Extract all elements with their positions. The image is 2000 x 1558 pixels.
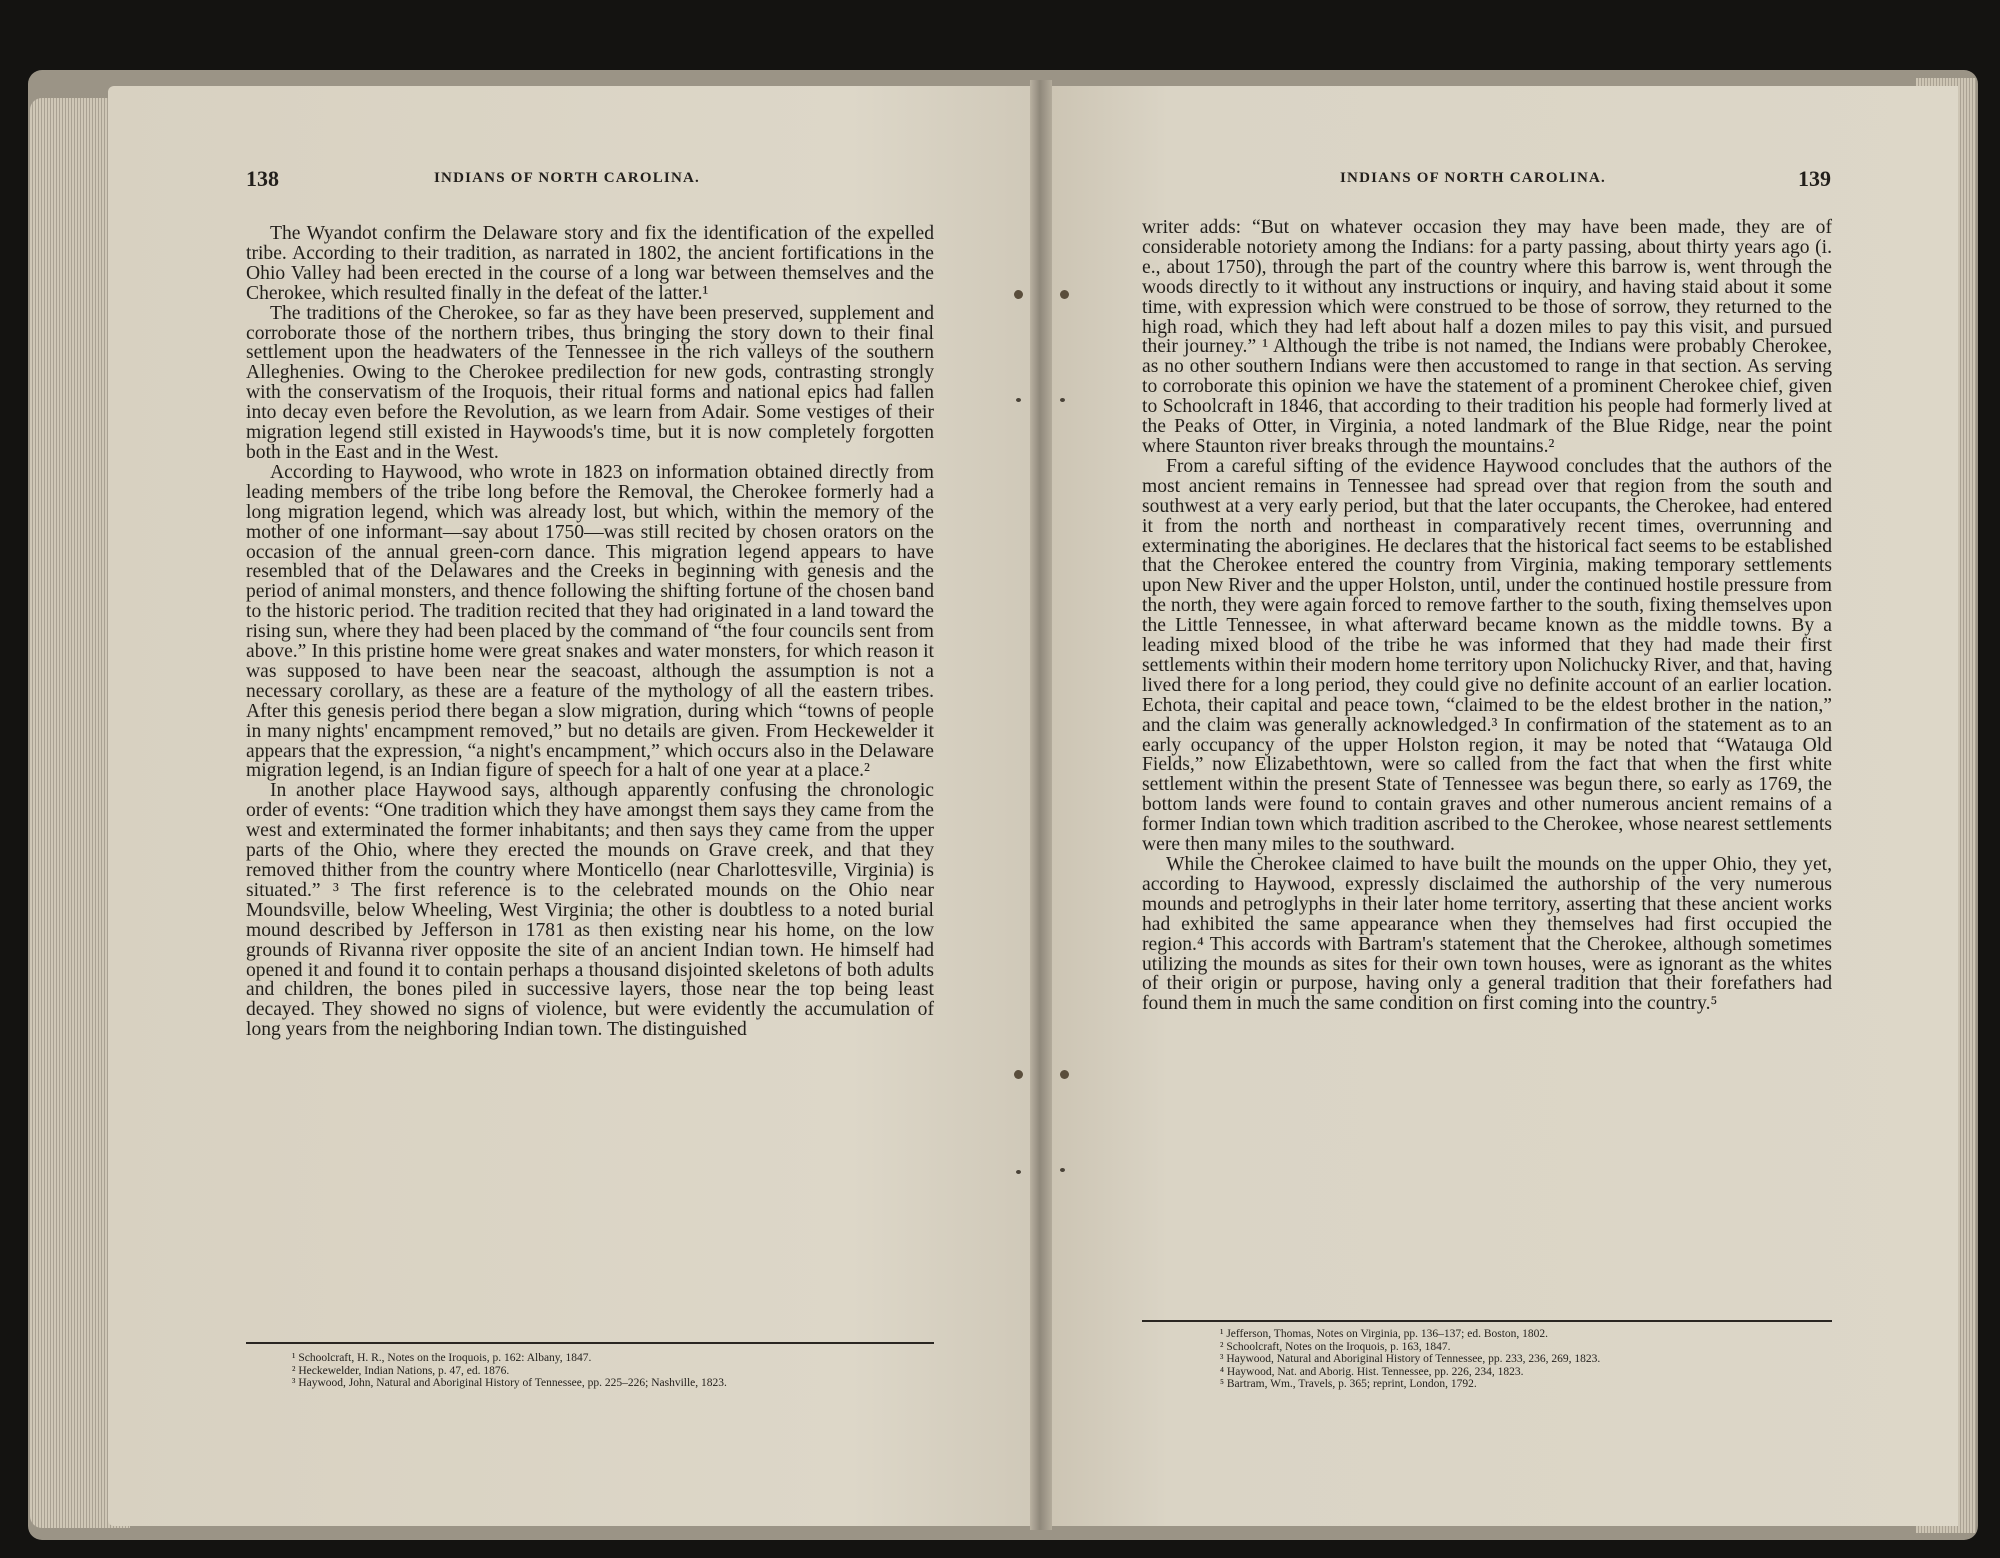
- binding-hole: [1060, 398, 1065, 402]
- page-number-left: 138: [246, 166, 279, 191]
- footnote: ³ Haywood, Natural and Aboriginal History of Tennessee, pp. 233, 236, 269, 1823.: [1220, 1353, 1601, 1365]
- paragraph: According to Haywood, who wrote in 1823 on information obtained directly from leading members of the tribe long before the Removal, the Cherokee formerly had a long migration legend, which was already lost, but which, within the memory of the mother of one informant—say about 1750—was still recited by chosen orators on the occasion of the annual green-corn dance. This migration legend appears to have resembled that of the Delawares and the Creeks in beginning with genesis and the period of animal monsters, and thence following the shifting fortune of the chosen band to the historic period. The tradition recited that they had originated in a land toward the rising sun, where they had been placed by the command of “the four councils sent from above.” In this pristine home were great snakes and water monsters, for which reason it was supposed to have been near the seacoast, although the assumption is not a necessary corollary, as these are a feature of the mythology of all the eastern tribes. After this genesis period there began a slow migration, during which “towns of people in many nights' encampment removed,” but no details are given. From Heckewelder it appears that the expression, “a night's encampment,” which occurs also in the Delaware migration legend, is an Indian figure of speech for a halt of one year at a place.²: [246, 461, 934, 782]
- paragraph: While the Cherokee claimed to have built the mounds on the upper Ohio, they yet, according to Haywood, expressly disclaimed the authorship of the very numerous mounds and petroglyphs in their later home territory, asserting that these ancient works had exhibited the same appearance when they themselves had first occupied the region.⁴ This accords with Bartram's statement that the Cherokee, although sometimes utilizing the mounds as sites for their own town houses, were as ignorant as the whites of their origin or purpose, having only a general tradition that their forefathers had found them in much the same condition on first coming into the country.⁵: [1142, 854, 1832, 1015]
- left-page-header: [108, 166, 1038, 200]
- binding-hole: [1060, 1070, 1069, 1079]
- footnotes-right: [1220, 1328, 1600, 1391]
- footnote: ² Schoolcraft, Notes on the Iroquois, p. 163, 1847.: [1220, 1340, 1451, 1353]
- paragraph: writer adds: “But on whatever occasion they may have been made, they are of considerable notoriety among the Indians: for a party passing, about thirty years ago (i. e., about 1750), through the part of the country where this barrow is, went through the woods directly to it without any instructions or inquiry, and having staid about it some time, with expression which were construed to be those of sorrow, they returned to the high road, which they had left about half a dozen miles to pay this visit, and pursued their journey.” ¹ Although the tribe is not named, the Indians were probably Cherokee, as no other southern Indians were then accustomed to range in that section. As serving to corroborate this opinion we have the statement of a prominent Cherokee chief, given to Schoolcraft in 1846, that according to their tradition his people had formerly lived at the Peaks of Otter, in Virginia, a noted landmark of the Blue Ridge, near the point where Staunton river breaks through the mountains.²: [1142, 217, 1832, 457]
- binding-hole: [1014, 1070, 1023, 1079]
- footnote: ¹ Schoolcraft, H. R., Notes on the Iroquois, p. 162: Albany, 1847.: [292, 1352, 592, 1364]
- binding-hole: [1014, 290, 1023, 299]
- paragraph: The traditions of the Cherokee, so far as they have been preserved, supplement and corroborate those of the northern tribes, thus bringing the story down to their final settlement upon the headwaters of the Tennessee in the rich valleys of the southern Alleghenies. Owing to the Cherokee predilection for new gods, contrasting strongly with the conservatism of the Iroquois, their ritual forms and national epics had fallen into decay even before the Revolution, as we learn from Adair. Some vestiges of their migration legend still existed in Haywoods's time, but it is now completely forgotten both in the East and in the West.: [246, 302, 934, 463]
- running-head-left: INDIANS OF NORTH CAROLINA.: [434, 170, 700, 186]
- paragraph: The Wyandot confirm the Delaware story and fix the identification of the expelled tribe. According to their tradition, as narrated in 1802, the ancient fortifications in the Ohio Valley had been erected in the course of a long war between themselves and the Cherokee, which resulted finally in the defeat of the latter.¹: [246, 223, 934, 304]
- paragraph: In another place Haywood says, although apparently confusing the chronologic order of events: “One tradition which they have amongst them says they came from the west and exterminated the former inhabitants; and then says they came from the upper parts of the Ohio, where they erected the mounds on Grave creek, and that they removed thither from the country where Monticello (near Charlottesville, Virginia) is situated.” ³ The first reference is to the celebrated mounds on the Ohio near Moundsville, below Wheeling, West Virginia; the other is doubtless to a noted burial mound described by Jefferson in 1781 as then existing near his home, on the low grounds of Rivanna river opposite the site of an ancient Indian town. He himself had opened it and found it to contain perhaps a thousand disjointed skeletons of both adults and children, the bones piled in successive layers, those near the top being least decayed. They showed no signs of violence, but were evidently the accumulation of long years from the neighboring Indian town. The distinguished: [246, 780, 934, 1041]
- book-gutter: [1030, 80, 1052, 1530]
- right-page-body: [1142, 218, 1832, 1014]
- running-head-right: INDIANS OF NORTH CAROLINA.: [1340, 170, 1606, 186]
- paragraph: From a careful sifting of the evidence Haywood concludes that the authors of the most ancient remains in Tennessee had spread over that region from the south and southwest at a very early period, but that the later occupants, the Cherokee, had entered it from the north and northeast in comparatively recent times, overrunning and exterminating the aborigines. He declares that the historical fact seems to be established that the Cherokee entered the country from Virginia, making temporary settlements upon New River and the upper Holston, until, under the continued hostile pressure from the north, they were again forced to remove farther to the south, fixing themselves upon the Little Tennessee, in what afterward became known as the middle towns. By a leading mixed blood of the tribe he was informed that they had made their first settlements within their modern home territory upon Nolichucky River, and that, having lived there for a long period, they could give no definite account of an earlier location. Echota, their capital and peace town, “claimed to be the eldest brother in the nation,” and the claim was generally acknowledged.³ In confirmation of the statement as to an early occupancy of the upper Holston region, it may be noted that “Watauga Old Fields,” now Elizabethtown, were so called from the fact that when the first white settlement within the present State of Tennessee was begun there, so early as 1769, the bottom lands were found to contain graves and other numerous ancient remains of a former Indian town which tradition ascribed to the Cherokee, whose nearest settlements were then many miles to the southward.: [1142, 455, 1832, 856]
- footnote: ⁵ Bartram, Wm., Travels, p. 365; reprint, London, 1792.: [1220, 1378, 1477, 1390]
- binding-hole: [1060, 290, 1069, 299]
- binding-hole: [1060, 1168, 1065, 1172]
- footnote: ⁴ Haywood, Nat. and Aborig. Hist. Tennessee, pp. 226, 234, 1823.: [1220, 1365, 1524, 1378]
- footnote: ³ Haywood, John, Natural and Aboriginal History of Tennessee, pp. 225–226; Nashville, 1823.: [292, 1377, 727, 1389]
- page-number-right: 139: [1798, 166, 1831, 191]
- footnote: ² Heckewelder, Indian Nations, p. 47, ed. 1876.: [292, 1364, 510, 1377]
- footnote-rule-left: [246, 1342, 934, 1344]
- footnotes-left: [292, 1352, 727, 1390]
- binding-hole: [1016, 398, 1021, 402]
- left-page-body: [246, 224, 934, 1040]
- binding-hole: [1016, 1170, 1021, 1174]
- right-page-header: [1040, 166, 1958, 200]
- left-page: [108, 86, 1038, 1526]
- footnote-rule-right: [1142, 1320, 1832, 1322]
- footnote: ¹ Jefferson, Thomas, Notes on Virginia, pp. 136–137; ed. Boston, 1802.: [1220, 1328, 1549, 1340]
- right-page: [1040, 86, 1958, 1526]
